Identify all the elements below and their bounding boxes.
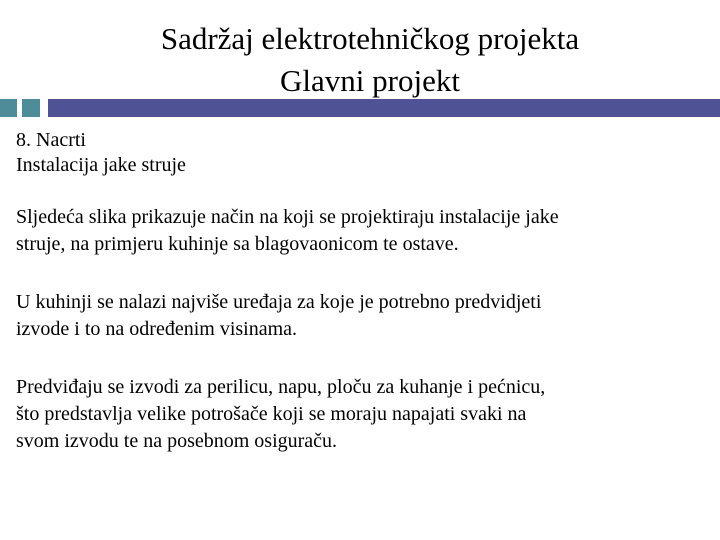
section-heading bbox=[16, 128, 186, 178]
slide-title-line-1: Sadržaj elektrotehničkog projekta bbox=[160, 21, 580, 56]
paragraph-3-line-3: svom izvodu te na posebnom osiguraču. bbox=[16, 430, 338, 452]
paragraph-2 bbox=[16, 289, 706, 343]
paragraph-2-line-2: izvode i to na određenim visinama. bbox=[16, 318, 298, 340]
slide-title bbox=[0, 18, 720, 102]
paragraph-1-line-1: Sljedeća slika prikazuje način na koji se projektiraju instalacije jake bbox=[16, 206, 559, 228]
paragraph-3-line-1: Predviđaju se izvodi za perilicu, napu, ploču za kuhanje i pećnicu, bbox=[16, 376, 546, 398]
decorative-square-right bbox=[22, 99, 40, 117]
decorative-square-left bbox=[0, 99, 17, 117]
paragraph-2-line-1: U kuhinji se nalazi najviše uređaja za koje je potrebno predvidjeti bbox=[16, 291, 542, 313]
slide-title-line-2: Glavni projekt bbox=[280, 63, 460, 98]
paragraph-3 bbox=[16, 374, 706, 455]
paragraph-1-line-2: struje, na primjeru kuhinje sa blagovaonicom te ostave. bbox=[16, 233, 459, 255]
decorative-rule bbox=[48, 99, 720, 117]
paragraph-1 bbox=[16, 204, 706, 258]
paragraph-3-line-2: što predstavlja velike potrošače koji se moraju napajati svaki na bbox=[16, 403, 527, 425]
section-subtitle-line: Instalacija jake struje bbox=[16, 154, 186, 176]
section-number-line: 8. Nacrti bbox=[16, 129, 86, 151]
